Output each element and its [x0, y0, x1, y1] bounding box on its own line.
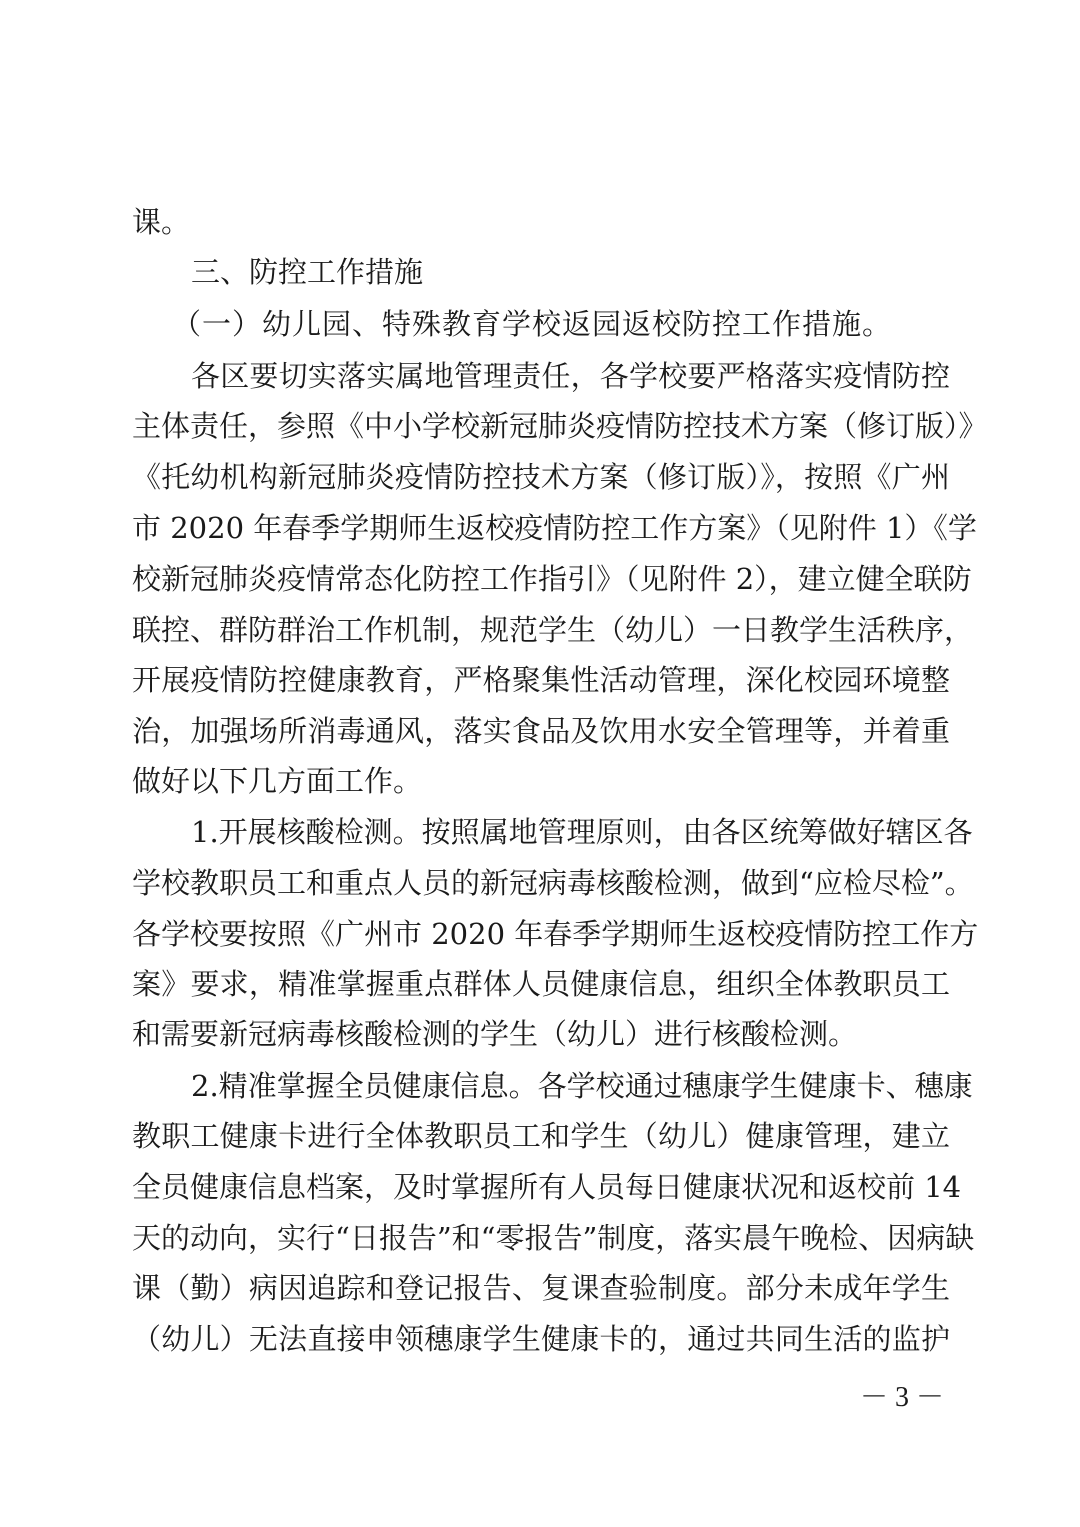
body-line: 天的动向，实行“日报告”和“零报告”制度，落实晨午晚检、因病缺	[132, 1221, 975, 1255]
body-line: 课（勤）病因追踪和登记报告、复课查验制度。部分未成年学生	[132, 1271, 950, 1305]
body-line: （幼儿）无法直接申领穗康学生健康卡的，通过共同生活的监护	[132, 1322, 950, 1356]
body-line: 和需要新冠病毒核酸检测的学生（幼儿）进行核酸检测。	[132, 1017, 858, 1051]
body-line: 学校教职员工和重点人员的新冠病毒核酸检测，做到“应检尽检”。	[132, 866, 974, 900]
section-heading: 三、防控工作措施	[191, 255, 424, 289]
body-line: 全员健康信息档案，及时掌握所有人员每日健康状况和返校前 14	[132, 1170, 962, 1204]
body-line: 开展疫情防控健康教育，严格聚集性活动管理，深化校园环境整	[132, 663, 950, 697]
body-line: 课。	[132, 205, 191, 239]
body-line: 各区要切实落实属地管理责任，各学校要严格落实疫情防控	[191, 359, 950, 393]
body-line: 2.精准掌握全员健康信息。各学校通过穗康学生健康卡、穗康	[191, 1069, 973, 1103]
body-line: 联控、群防群治工作机制，规范学生（幼儿）一日教学生活秩序，	[132, 613, 974, 647]
body-line: 做好以下几方面工作。	[132, 764, 423, 798]
page-number: － 3 －	[860, 1382, 945, 1413]
body-line: 案》要求，精准掌握重点群体人员健康信息，组织全体教职员工	[132, 967, 950, 1001]
subsection-heading: （一）幼儿园、特殊教育学校返园返校防控工作措施。	[172, 307, 893, 341]
body-line: 1.开展核酸检测。按照属地管理原则，由各区统筹做好辖区各	[191, 815, 973, 849]
body-line: 市 2020 年春季学期师生返校疫情防控工作方案》（见附件 1）《学	[132, 511, 977, 545]
body-line: 教职工健康卡进行全体教职员工和学生（幼儿）健康管理，建立	[132, 1119, 950, 1153]
body-line: 主体责任，参照《中小学校新冠肺炎疫情防控技术方案（修订版）》	[132, 409, 988, 443]
body-line: 《托幼机构新冠肺炎疫情防控技术方案（修订版）》，按照《广州	[132, 460, 950, 494]
body-line: 校新冠肺炎疫情常态化防控工作指引》（见附件 2），建立健全联防	[132, 562, 972, 596]
body-line: 各学校要按照《广州市 2020 年春季学期师生返校疫情防控工作方	[132, 917, 979, 951]
body-line: 治，加强场所消毒通风，落实食品及饮用水安全管理等，并着重	[132, 714, 950, 748]
